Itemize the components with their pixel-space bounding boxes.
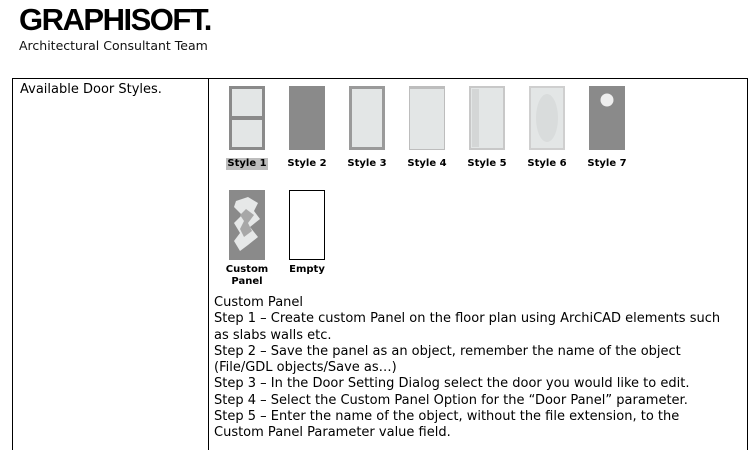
custom-panel-instructions bbox=[214, 295, 744, 442]
door-style-7-icon bbox=[588, 85, 626, 151]
logo-text: GRAPHISOFT bbox=[19, 2, 204, 37]
style-label-4: Style 4 bbox=[407, 158, 447, 169]
styles-row bbox=[219, 85, 739, 175]
door-style-1-icon bbox=[228, 85, 266, 151]
custom-panel-item[interactable] bbox=[219, 189, 275, 288]
row-label: Available Door Styles. bbox=[20, 82, 162, 97]
style-item-6[interactable] bbox=[519, 85, 575, 170]
step-line: Step 3 – In the Door Setting Dialog select the door you would like to edit. bbox=[214, 376, 690, 392]
step-line: Custom Panel Parameter value field. bbox=[214, 425, 451, 441]
style-item-2[interactable] bbox=[279, 85, 335, 170]
door-style-5-icon bbox=[468, 85, 506, 151]
custom-panel-heading: Custom Panel bbox=[214, 295, 304, 310]
door-styles-table bbox=[12, 78, 748, 450]
door-style-4-icon bbox=[408, 85, 446, 151]
extra-styles-row bbox=[219, 189, 419, 289]
style-item-7[interactable] bbox=[579, 85, 635, 170]
custom-panel-label-line2: Panel bbox=[231, 276, 263, 287]
style-item-5[interactable] bbox=[459, 85, 515, 170]
step-line: (File/GDL objects/Save as…) bbox=[214, 360, 397, 376]
style-label-5: Style 5 bbox=[467, 158, 507, 169]
step-line: Step 5 – Enter the name of the object, without the file extension, to the bbox=[214, 409, 680, 425]
logo bbox=[19, 3, 211, 37]
style-label-6: Style 6 bbox=[527, 158, 567, 169]
custom-panel-icon bbox=[228, 189, 266, 261]
step-line: Step 4 – Select the Custom Panel Option for the “Door Panel” parameter. bbox=[214, 392, 688, 408]
column-divider bbox=[208, 79, 209, 450]
empty-item[interactable] bbox=[279, 189, 335, 276]
custom-panel-label-line1: Custom bbox=[225, 264, 269, 275]
style-label-3: Style 3 bbox=[347, 158, 387, 169]
step-line: as slabs walls etc. bbox=[214, 327, 332, 343]
style-label-7: Style 7 bbox=[587, 158, 627, 169]
style-item-1[interactable] bbox=[219, 85, 275, 170]
logo-dot: . bbox=[203, 2, 211, 37]
door-style-6-icon bbox=[528, 85, 566, 151]
step-line: Step 2 – Save the panel as an object, remember the name of the object bbox=[214, 343, 681, 359]
style-label-2: Style 2 bbox=[287, 158, 327, 169]
style-label-1: Style 1 bbox=[227, 158, 267, 169]
door-style-2-icon bbox=[288, 85, 326, 151]
empty-label: Empty bbox=[289, 264, 325, 275]
step-line: Step 1 – Create custom Panel on the floor plan using ArchiCAD elements such bbox=[214, 311, 721, 327]
door-style-3-icon bbox=[348, 85, 386, 151]
subtitle: Architectural Consultant Team bbox=[19, 38, 208, 53]
empty-door-icon bbox=[288, 189, 326, 261]
style-item-4[interactable] bbox=[399, 85, 455, 170]
style-item-3[interactable] bbox=[339, 85, 395, 170]
